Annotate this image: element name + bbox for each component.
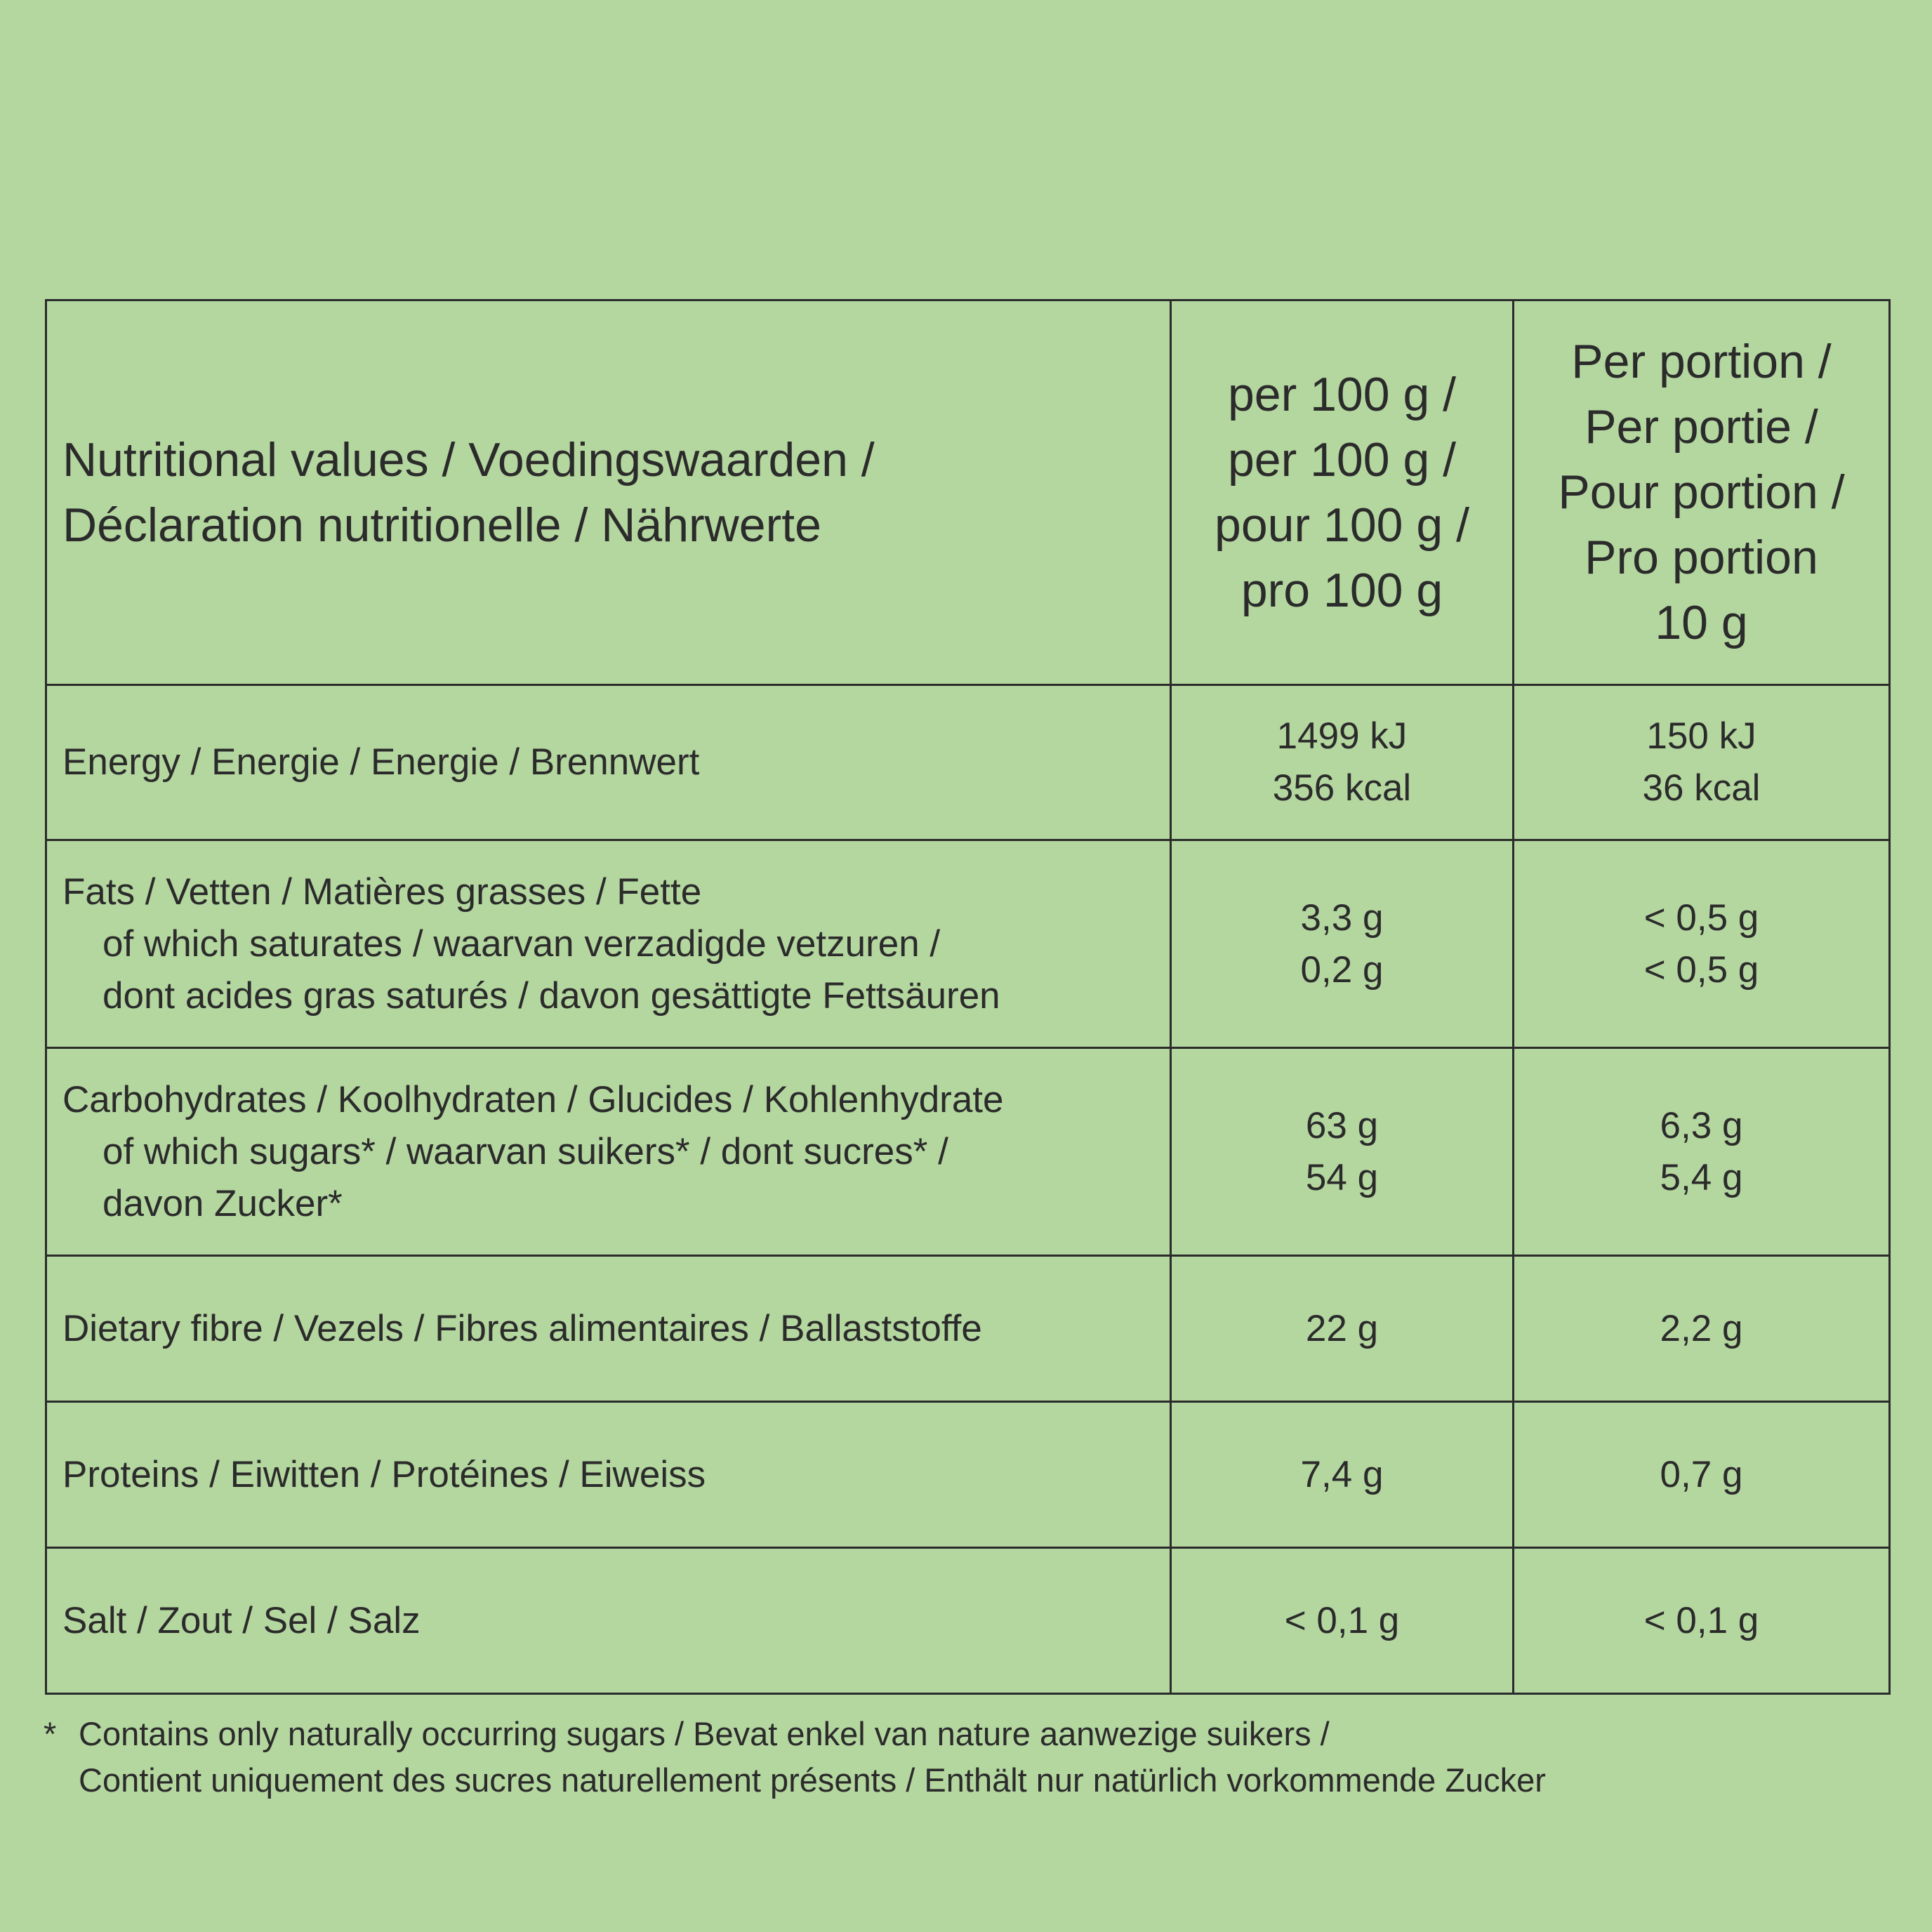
header-per100-line: pour 100 g / — [1215, 498, 1469, 552]
carbs-label: Carbohydrates / Koolhydraten / Glucides / Kohlenhydrate — [62, 1078, 1004, 1120]
proteins-label: Proteins / Eiwitten / Protéines / Eiweiss — [62, 1453, 706, 1495]
footnote-line-cont: Contient uniquement des sucres naturellement présents / Enthält nur natürlich vorkommende Zucker — [79, 1761, 1546, 1799]
header-per100-line: per 100 g / — [1227, 432, 1457, 487]
fats-portion-cell — [1514, 840, 1890, 1048]
saturates-label-cont: dont acides gras saturés / davon gesättigte Fettsäuren — [102, 974, 1000, 1017]
header-per100-line: per 100 g / — [1227, 367, 1457, 421]
header-label-line: Nutritional values / Voedingswaarden / — [62, 432, 875, 487]
fibre-label: Dietary fibre / Vezels / Fibres alimentaires / Ballaststoffe — [62, 1307, 982, 1349]
table-row-salt — [46, 1548, 1890, 1694]
table-row-proteins — [46, 1402, 1890, 1548]
saturates-per100-value: 0,2 g — [1300, 948, 1384, 991]
energy-label: Energy / Energie / Energie / Brennwert — [62, 741, 700, 783]
salt-label: Salt / Zout / Sel / Salz — [62, 1599, 421, 1641]
footnote-line — [44, 1711, 1546, 1757]
energy-per100-kcal: 356 kcal — [1272, 767, 1412, 809]
salt-label-cell — [46, 1548, 1171, 1694]
sugars-label: of which sugars* / waarvan suikers* / dont sucres* / — [102, 1130, 948, 1172]
header-portion-line: 10 g — [1655, 596, 1748, 649]
table-row-carbohydrates — [46, 1048, 1890, 1256]
energy-portion-cell — [1514, 685, 1890, 840]
fats-label-cell — [46, 840, 1171, 1048]
footnote — [44, 1711, 1546, 1804]
footnote-marker: * — [44, 1715, 57, 1752]
header-per100-line: pro 100 g — [1240, 563, 1443, 617]
proteins-per100-value: 7,4 g — [1300, 1453, 1384, 1495]
energy-per100-cell — [1171, 685, 1514, 840]
header-portion-line: Per portion / — [1571, 335, 1832, 388]
proteins-portion-value: 0,7 g — [1660, 1453, 1743, 1495]
header-per100-cell — [1171, 300, 1514, 685]
table-row-energy — [46, 685, 1890, 840]
sugars-per100-value: 54 g — [1305, 1156, 1379, 1198]
salt-per100-cell — [1171, 1548, 1514, 1694]
header-label-cell — [46, 300, 1171, 685]
carbs-per100-cell — [1171, 1048, 1514, 1256]
fats-label: Fats / Vetten / Matières grasses / Fette — [62, 871, 702, 913]
saturates-portion-value: < 0,5 g — [1643, 948, 1759, 991]
header-portion-line: Pour portion / — [1558, 465, 1845, 519]
salt-portion-cell — [1514, 1548, 1890, 1694]
energy-per100-kj: 1499 kJ — [1276, 715, 1408, 757]
sugars-portion-value: 5,4 g — [1660, 1156, 1743, 1198]
fats-per100-cell — [1171, 840, 1514, 1048]
fibre-label-cell — [46, 1256, 1171, 1402]
header-portion-cell — [1514, 300, 1890, 685]
carbs-portion-cell — [1514, 1048, 1890, 1256]
fibre-portion-value: 2,2 g — [1660, 1307, 1743, 1349]
table-row-fibre — [46, 1256, 1890, 1402]
proteins-per100-cell — [1171, 1402, 1514, 1548]
proteins-label-cell — [46, 1402, 1171, 1548]
fibre-per100-value: 22 g — [1305, 1307, 1379, 1349]
saturates-label: of which saturates / waarvan verzadigde vetzuren / — [102, 922, 941, 965]
fibre-per100-cell — [1171, 1256, 1514, 1402]
footnote-text: Contains only naturally occurring sugars / Bevat enkel van nature aanwezige suikers / — [79, 1715, 1330, 1752]
salt-per100-value: < 0,1 g — [1284, 1599, 1400, 1641]
table-row-fats — [46, 840, 1890, 1048]
header-portion-line: Per portie / — [1584, 400, 1818, 454]
carbs-portion-value: 6,3 g — [1660, 1104, 1743, 1146]
sugars-label-cont: davon Zucker* — [102, 1182, 343, 1224]
fats-per100-value: 3,3 g — [1300, 896, 1384, 939]
proteins-portion-cell — [1514, 1402, 1890, 1548]
energy-label-cell — [46, 685, 1171, 840]
energy-portion-kcal: 36 kcal — [1642, 767, 1761, 809]
fats-portion-value: < 0,5 g — [1643, 896, 1759, 939]
energy-portion-kj: 150 kJ — [1646, 715, 1756, 757]
table-header-row — [46, 300, 1890, 685]
header-label-line: Déclaration nutritionelle / Nährwerte — [62, 498, 821, 552]
salt-portion-value: < 0,1 g — [1643, 1599, 1759, 1641]
fibre-portion-cell — [1514, 1256, 1890, 1402]
carbs-label-cell — [46, 1048, 1171, 1256]
carbs-per100-value: 63 g — [1305, 1104, 1379, 1146]
nutrition-table — [45, 299, 1891, 1695]
header-portion-line: Pro portion — [1584, 531, 1818, 584]
